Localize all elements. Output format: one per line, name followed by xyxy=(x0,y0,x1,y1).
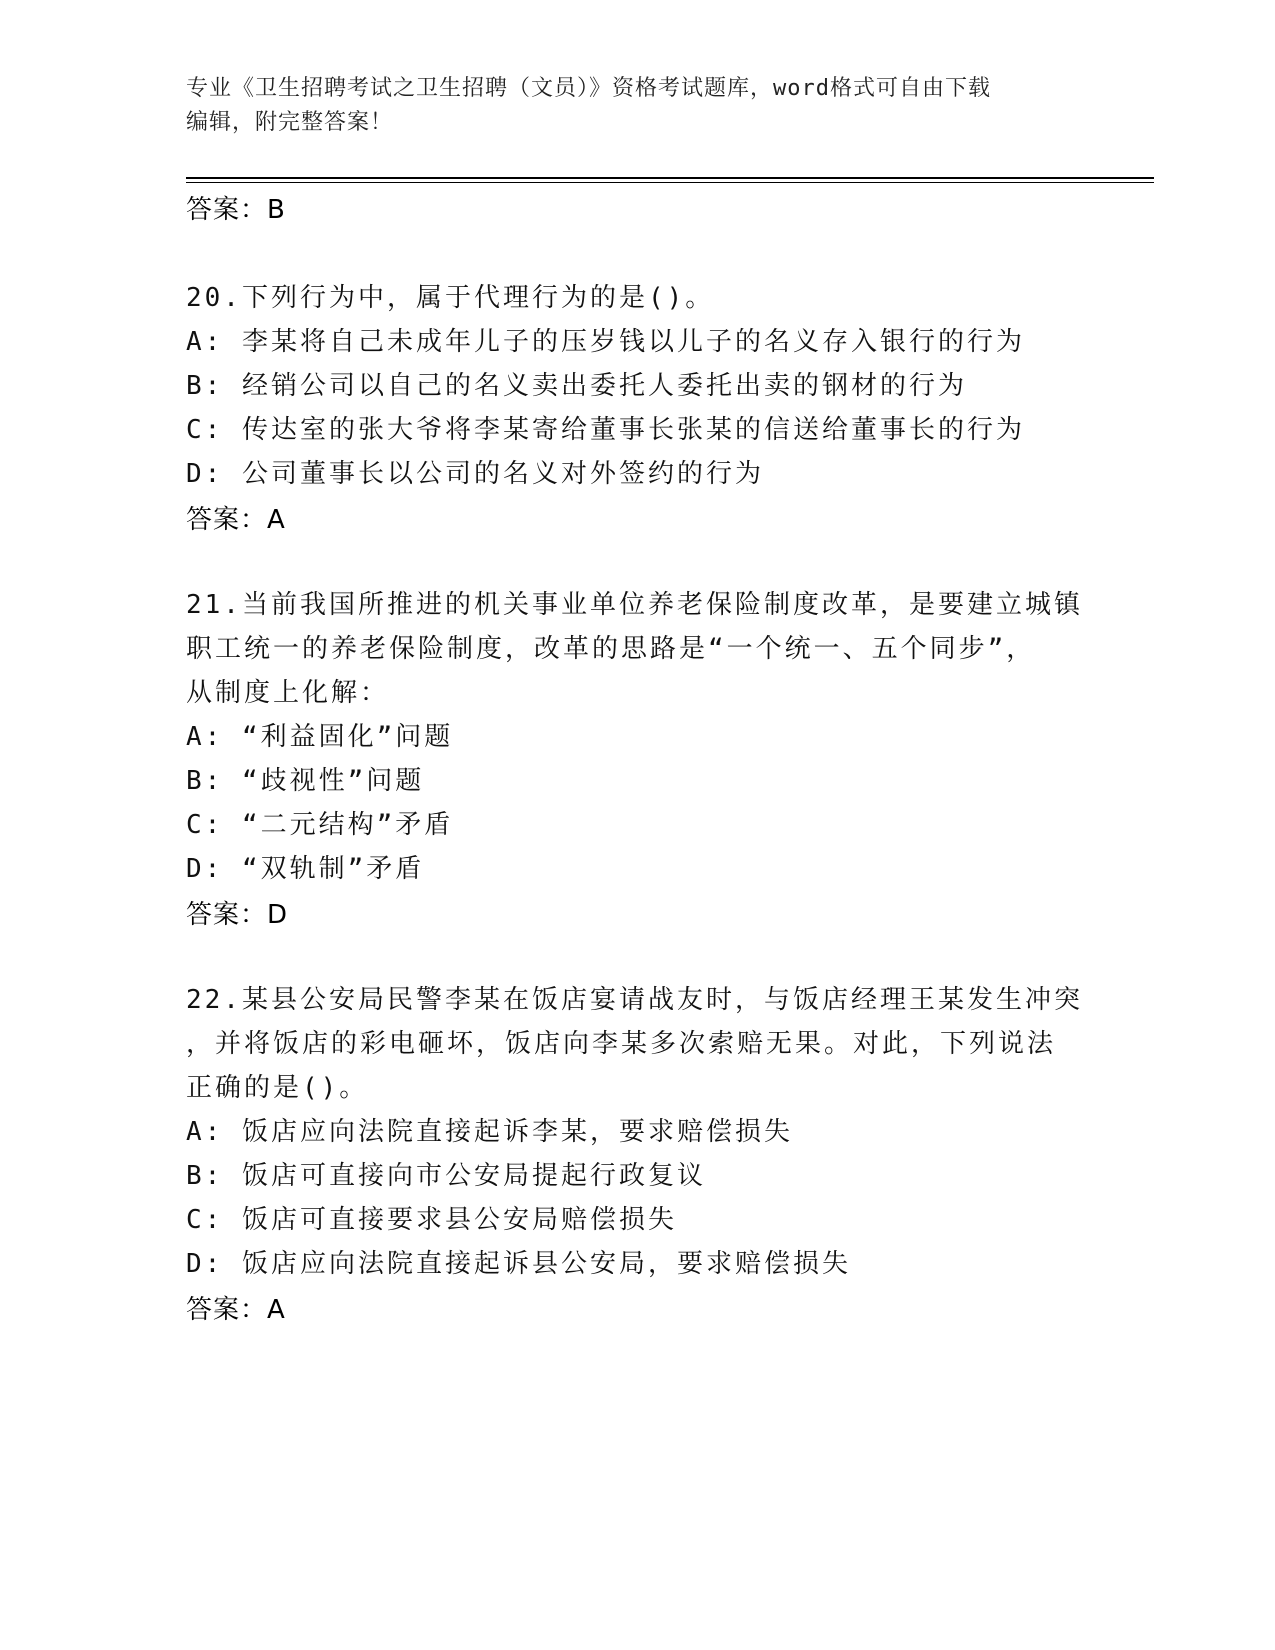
header-line-2: 编辑，附完整答案！ xyxy=(186,110,394,135)
question-21-text-line-2: 职工统一的养老保险制度，改革的思路是“一个统一、五个同步”， xyxy=(186,634,1036,664)
question-21-answer: 答案：D xyxy=(186,900,289,930)
question-22-text-line-2: ，并将饭店的彩电砸坏，饭店向李某多次索赔无果。对此，下列说法 xyxy=(186,1029,1057,1059)
question-21-option-b: B: “歧视性”问题 xyxy=(186,766,425,796)
question-20-answer: 答案：A xyxy=(186,505,286,535)
question-20-text: 20.下列行为中，属于代理行为的是()。 xyxy=(186,283,715,313)
question-21-option-d: D: “双轨制”矛盾 xyxy=(186,854,425,884)
header-divider-thin xyxy=(186,182,1154,183)
question-21-text-line-1: 21.当前我国所推进的机关事业单位养老保险制度改革，是要建立城镇 xyxy=(186,590,1083,620)
question-22-option-d: D: 饭店应向法院直接起诉县公安局，要求赔偿损失 xyxy=(186,1249,851,1279)
question-21-option-c: C: “二元结构”矛盾 xyxy=(186,810,454,840)
question-20-option-a: A: 李某将自己未成年儿子的压岁钱以儿子的名义存入银行的行为 xyxy=(186,327,1025,357)
question-20-option-c: C: 传达室的张大爷将李某寄给董事长张某的信送给董事长的行为 xyxy=(186,415,1025,445)
header-divider-thick xyxy=(186,177,1154,179)
question-22-text-line-3: 正确的是()。 xyxy=(186,1073,369,1103)
document-header xyxy=(186,72,1086,140)
question-22-answer: 答案：A xyxy=(186,1295,286,1325)
question-21-text-line-3: 从制度上化解： xyxy=(186,678,390,708)
question-22-text-line-1: 22.某县公安局民警李某在饭店宴请战友时，与饭店经理王某发生冲突 xyxy=(186,985,1083,1015)
question-20-option-b: B: 经销公司以自己的名义卖出委托人委托出卖的钢材的行为 xyxy=(186,371,967,401)
previous-answer: 答案：B xyxy=(186,195,286,225)
question-22-option-b: B: 饭店可直接向市公安局提起行政复议 xyxy=(186,1161,706,1191)
question-22-option-a: A: 饭店应向法院直接起诉李某，要求赔偿损失 xyxy=(186,1117,793,1147)
question-20-option-d: D: 公司董事长以公司的名义对外签约的行为 xyxy=(186,459,764,489)
header-line-1: 专业《卫生招聘考试之卫生招聘（文员）》资格考试题库，word格式可自由下载 xyxy=(186,76,991,101)
question-21-option-a: A: “利益固化”问题 xyxy=(186,722,454,752)
question-22-option-c: C: 饭店可直接要求县公安局赔偿损失 xyxy=(186,1205,677,1235)
